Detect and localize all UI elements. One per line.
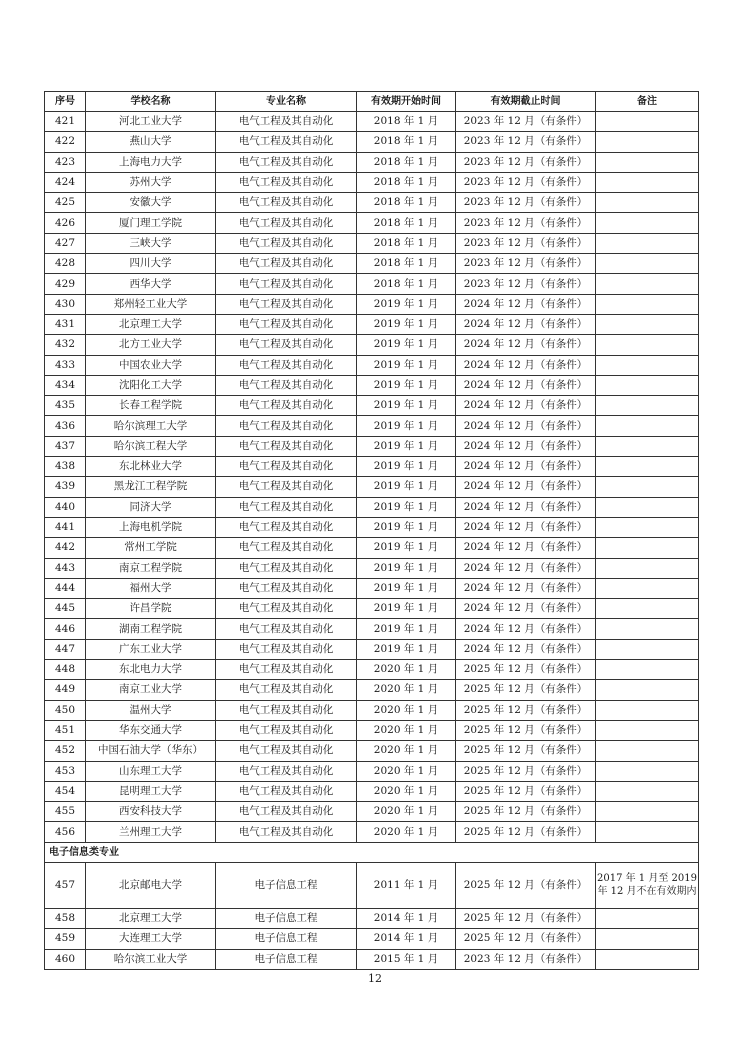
cell-school: 东北电力大学 xyxy=(86,660,216,680)
cell-note xyxy=(596,558,699,578)
cell-end: 2024 年 12 月（有条件） xyxy=(456,517,596,537)
cell-school: 北方工业大学 xyxy=(86,335,216,355)
table-row xyxy=(45,213,699,233)
cell-no: 446 xyxy=(45,619,86,639)
cell-end: 2024 年 12 月（有条件） xyxy=(456,558,596,578)
cell-end: 2025 年 12 月（有条件） xyxy=(456,908,596,928)
table-row xyxy=(45,497,699,517)
cell-no: 449 xyxy=(45,680,86,700)
cell-school: 厦门理工学院 xyxy=(86,213,216,233)
cell-no: 441 xyxy=(45,517,86,537)
cell-major: 电气工程及其自动化 xyxy=(216,355,357,375)
cell-end: 2024 年 12 月（有条件） xyxy=(456,477,596,497)
cell-end: 2024 年 12 月（有条件） xyxy=(456,497,596,517)
cell-no: 428 xyxy=(45,254,86,274)
cell-start: 2020 年 1 月 xyxy=(357,741,456,761)
cell-start: 2015 年 1 月 xyxy=(357,949,456,969)
cell-no: 436 xyxy=(45,416,86,436)
header-major: 专业名称 xyxy=(216,92,357,112)
cell-no: 453 xyxy=(45,761,86,781)
table-row xyxy=(45,355,699,375)
table-row xyxy=(45,822,699,842)
cell-major: 电气工程及其自动化 xyxy=(216,436,357,456)
table-row xyxy=(45,152,699,172)
cell-note xyxy=(596,619,699,639)
table-row xyxy=(45,112,699,132)
cell-note xyxy=(596,949,699,969)
cell-major: 电气工程及其自动化 xyxy=(216,822,357,842)
table-row xyxy=(45,294,699,314)
cell-note xyxy=(596,908,699,928)
table-row xyxy=(45,761,699,781)
cell-note xyxy=(596,517,699,537)
cell-end: 2025 年 12 月（有条件） xyxy=(456,741,596,761)
table-row xyxy=(45,908,699,928)
cell-note xyxy=(596,720,699,740)
cell-major: 电气工程及其自动化 xyxy=(216,457,357,477)
cell-note xyxy=(596,375,699,395)
cell-no: 455 xyxy=(45,802,86,822)
cell-major: 电气工程及其自动化 xyxy=(216,639,357,659)
cell-major: 电气工程及其自动化 xyxy=(216,578,357,598)
table-row xyxy=(45,558,699,578)
table-row xyxy=(45,680,699,700)
cell-school: 哈尔滨理工大学 xyxy=(86,416,216,436)
table-body xyxy=(45,112,699,843)
cell-start: 2019 年 1 月 xyxy=(357,619,456,639)
cell-major: 电气工程及其自动化 xyxy=(216,254,357,274)
table-row xyxy=(45,375,699,395)
table-row xyxy=(45,233,699,253)
cell-start: 2019 年 1 月 xyxy=(357,375,456,395)
cell-start: 2018 年 1 月 xyxy=(357,254,456,274)
cell-note xyxy=(596,314,699,334)
table-row xyxy=(45,578,699,598)
cell-no: 444 xyxy=(45,578,86,598)
cell-school: 河北工业大学 xyxy=(86,112,216,132)
cell-major: 电子信息工程 xyxy=(216,949,357,969)
cell-major: 电气工程及其自动化 xyxy=(216,172,357,192)
accreditation-table xyxy=(44,91,699,970)
header-school: 学校名称 xyxy=(86,92,216,112)
cell-major: 电气工程及其自动化 xyxy=(216,497,357,517)
cell-school: 兰州理工大学 xyxy=(86,822,216,842)
cell-no: 424 xyxy=(45,172,86,192)
table-row xyxy=(45,477,699,497)
cell-end: 2025 年 12 月（有条件） xyxy=(456,720,596,740)
cell-start: 2018 年 1 月 xyxy=(357,112,456,132)
cell-end: 2024 年 12 月（有条件） xyxy=(456,538,596,558)
cell-start: 2019 年 1 月 xyxy=(357,578,456,598)
cell-major: 电气工程及其自动化 xyxy=(216,700,357,720)
cell-major: 电子信息工程 xyxy=(216,908,357,928)
cell-major: 电子信息工程 xyxy=(216,929,357,949)
cell-note xyxy=(596,660,699,680)
cell-major: 电气工程及其自动化 xyxy=(216,477,357,497)
cell-start: 2020 年 1 月 xyxy=(357,802,456,822)
cell-school: 哈尔滨工业大学 xyxy=(86,949,216,969)
cell-end: 2023 年 12 月（有条件） xyxy=(456,213,596,233)
cell-note xyxy=(596,416,699,436)
cell-end: 2023 年 12 月（有条件） xyxy=(456,152,596,172)
cell-note xyxy=(596,538,699,558)
table-row xyxy=(45,396,699,416)
cell-major: 电气工程及其自动化 xyxy=(216,517,357,537)
cell-note xyxy=(596,741,699,761)
cell-no: 425 xyxy=(45,193,86,213)
table-row xyxy=(45,599,699,619)
cell-start: 2019 年 1 月 xyxy=(357,477,456,497)
cell-school: 许昌学院 xyxy=(86,599,216,619)
cell-no: 432 xyxy=(45,335,86,355)
page-number: 12 xyxy=(368,972,382,985)
cell-end: 2024 年 12 月（有条件） xyxy=(456,294,596,314)
cell-school: 上海电力大学 xyxy=(86,152,216,172)
cell-school: 三峡大学 xyxy=(86,233,216,253)
cell-end: 2024 年 12 月（有条件） xyxy=(456,457,596,477)
cell-note xyxy=(596,396,699,416)
cell-school: 福州大学 xyxy=(86,578,216,598)
cell-end: 2025 年 12 月（有条件） xyxy=(456,700,596,720)
cell-note xyxy=(596,497,699,517)
cell-start: 2020 年 1 月 xyxy=(357,700,456,720)
table-row xyxy=(45,741,699,761)
cell-no: 457 xyxy=(45,862,86,908)
cell-start: 2020 年 1 月 xyxy=(357,822,456,842)
cell-no: 422 xyxy=(45,132,86,152)
cell-end: 2024 年 12 月（有条件） xyxy=(456,639,596,659)
cell-end: 2025 年 12 月（有条件） xyxy=(456,802,596,822)
header-start: 有效期开始时间 xyxy=(357,92,456,112)
cell-end: 2025 年 12 月（有条件） xyxy=(456,680,596,700)
cell-end: 2024 年 12 月（有条件） xyxy=(456,599,596,619)
cell-no: 456 xyxy=(45,822,86,842)
cell-end: 2024 年 12 月（有条件） xyxy=(456,619,596,639)
cell-school: 湖南工程学院 xyxy=(86,619,216,639)
table-row xyxy=(45,639,699,659)
cell-school: 郑州轻工业大学 xyxy=(86,294,216,314)
cell-school: 同济大学 xyxy=(86,497,216,517)
cell-note xyxy=(596,761,699,781)
cell-school: 燕山大学 xyxy=(86,132,216,152)
cell-major: 电气工程及其自动化 xyxy=(216,335,357,355)
cell-school: 安徽大学 xyxy=(86,193,216,213)
cell-school: 温州大学 xyxy=(86,700,216,720)
cell-school: 常州工学院 xyxy=(86,538,216,558)
cell-end: 2023 年 12 月（有条件） xyxy=(456,132,596,152)
cell-note xyxy=(596,477,699,497)
cell-school: 大连理工大学 xyxy=(86,929,216,949)
cell-note: 2017 年 1 月至 2019 年 12 月不在有效期内 xyxy=(596,862,699,908)
cell-no: 447 xyxy=(45,639,86,659)
cell-start: 2019 年 1 月 xyxy=(357,355,456,375)
cell-no: 429 xyxy=(45,274,86,294)
cell-end: 2024 年 12 月（有条件） xyxy=(456,396,596,416)
table-row xyxy=(45,416,699,436)
cell-end: 2024 年 12 月（有条件） xyxy=(456,335,596,355)
cell-major: 电子信息工程 xyxy=(216,862,357,908)
cell-major: 电气工程及其自动化 xyxy=(216,314,357,334)
cell-major: 电气工程及其自动化 xyxy=(216,132,357,152)
cell-major: 电气工程及其自动化 xyxy=(216,802,357,822)
cell-note xyxy=(596,193,699,213)
cell-major: 电气工程及其自动化 xyxy=(216,558,357,578)
cell-start: 2019 年 1 月 xyxy=(357,294,456,314)
cell-end: 2024 年 12 月（有条件） xyxy=(456,578,596,598)
cell-no: 437 xyxy=(45,436,86,456)
cell-no: 427 xyxy=(45,233,86,253)
cell-major: 电气工程及其自动化 xyxy=(216,274,357,294)
cell-major: 电气工程及其自动化 xyxy=(216,294,357,314)
cell-start: 2019 年 1 月 xyxy=(357,497,456,517)
cell-no: 426 xyxy=(45,213,86,233)
table-row xyxy=(45,619,699,639)
cell-school: 昆明理工大学 xyxy=(86,781,216,801)
cell-no: 423 xyxy=(45,152,86,172)
cell-start: 2018 年 1 月 xyxy=(357,274,456,294)
table-row xyxy=(45,314,699,334)
cell-school: 西安科技大学 xyxy=(86,802,216,822)
cell-major: 电气工程及其自动化 xyxy=(216,599,357,619)
cell-note xyxy=(596,457,699,477)
cell-note xyxy=(596,233,699,253)
table-row xyxy=(45,949,699,969)
cell-major: 电气工程及其自动化 xyxy=(216,416,357,436)
cell-school: 四川大学 xyxy=(86,254,216,274)
cell-start: 2018 年 1 月 xyxy=(357,172,456,192)
cell-start: 2018 年 1 月 xyxy=(357,132,456,152)
cell-major: 电气工程及其自动化 xyxy=(216,396,357,416)
table-row xyxy=(45,132,699,152)
cell-end: 2023 年 12 月（有条件） xyxy=(456,193,596,213)
cell-no: 451 xyxy=(45,720,86,740)
cell-major: 电气工程及其自动化 xyxy=(216,112,357,132)
cell-no: 443 xyxy=(45,558,86,578)
cell-no: 435 xyxy=(45,396,86,416)
cell-note xyxy=(596,335,699,355)
cell-no: 445 xyxy=(45,599,86,619)
cell-start: 2018 年 1 月 xyxy=(357,233,456,253)
cell-start: 2019 年 1 月 xyxy=(357,517,456,537)
cell-school: 苏州大学 xyxy=(86,172,216,192)
table-row xyxy=(45,193,699,213)
cell-start: 2020 年 1 月 xyxy=(357,761,456,781)
cell-start: 2020 年 1 月 xyxy=(357,781,456,801)
cell-end: 2025 年 12 月（有条件） xyxy=(456,660,596,680)
table-row xyxy=(45,457,699,477)
cell-note xyxy=(596,700,699,720)
cell-start: 2018 年 1 月 xyxy=(357,152,456,172)
cell-start: 2019 年 1 月 xyxy=(357,558,456,578)
cell-major: 电气工程及其自动化 xyxy=(216,741,357,761)
cell-start: 2019 年 1 月 xyxy=(357,457,456,477)
cell-note xyxy=(596,213,699,233)
cell-major: 电气工程及其自动化 xyxy=(216,720,357,740)
cell-end: 2025 年 12 月（有条件） xyxy=(456,862,596,908)
cell-major: 电气工程及其自动化 xyxy=(216,660,357,680)
cell-note xyxy=(596,781,699,801)
cell-school: 北京理工大学 xyxy=(86,908,216,928)
cell-start: 2019 年 1 月 xyxy=(357,639,456,659)
cell-note xyxy=(596,929,699,949)
header-no: 序号 xyxy=(45,92,86,112)
cell-no: 421 xyxy=(45,112,86,132)
cell-school: 中国石油大学（华东） xyxy=(86,741,216,761)
cell-note xyxy=(596,172,699,192)
cell-start: 2014 年 1 月 xyxy=(357,929,456,949)
cell-school: 哈尔滨工程大学 xyxy=(86,436,216,456)
cell-start: 2019 年 1 月 xyxy=(357,436,456,456)
cell-major: 电气工程及其自动化 xyxy=(216,781,357,801)
cell-start: 2014 年 1 月 xyxy=(357,908,456,928)
cell-start: 2020 年 1 月 xyxy=(357,720,456,740)
cell-no: 433 xyxy=(45,355,86,375)
section-body xyxy=(45,862,699,969)
cell-end: 2024 年 12 月（有条件） xyxy=(456,416,596,436)
cell-end: 2023 年 12 月（有条件） xyxy=(456,274,596,294)
section-title: 电子信息类专业 xyxy=(45,842,699,862)
cell-start: 2019 年 1 月 xyxy=(357,396,456,416)
cell-start: 2011 年 1 月 xyxy=(357,862,456,908)
cell-no: 450 xyxy=(45,700,86,720)
cell-start: 2020 年 1 月 xyxy=(357,680,456,700)
cell-note xyxy=(596,436,699,456)
table-row xyxy=(45,517,699,537)
table-row xyxy=(45,862,699,908)
cell-end: 2023 年 12 月（有条件） xyxy=(456,112,596,132)
cell-note xyxy=(596,112,699,132)
cell-major: 电气工程及其自动化 xyxy=(216,375,357,395)
table-header-row xyxy=(45,92,699,112)
cell-note xyxy=(596,132,699,152)
cell-note xyxy=(596,802,699,822)
table-row xyxy=(45,802,699,822)
cell-end: 2023 年 12 月（有条件） xyxy=(456,949,596,969)
table-row xyxy=(45,929,699,949)
cell-no: 458 xyxy=(45,908,86,928)
cell-school: 沈阳化工大学 xyxy=(86,375,216,395)
cell-school: 南京工业大学 xyxy=(86,680,216,700)
cell-note xyxy=(596,254,699,274)
cell-school: 北京理工大学 xyxy=(86,314,216,334)
table-row xyxy=(45,538,699,558)
cell-end: 2023 年 12 月（有条件） xyxy=(456,172,596,192)
cell-end: 2023 年 12 月（有条件） xyxy=(456,233,596,253)
cell-major: 电气工程及其自动化 xyxy=(216,538,357,558)
cell-school: 长春工程学院 xyxy=(86,396,216,416)
cell-note xyxy=(596,599,699,619)
cell-school: 上海电机学院 xyxy=(86,517,216,537)
cell-major: 电气工程及其自动化 xyxy=(216,193,357,213)
cell-start: 2019 年 1 月 xyxy=(357,416,456,436)
cell-end: 2025 年 12 月（有条件） xyxy=(456,761,596,781)
table-row xyxy=(45,436,699,456)
cell-school: 广东工业大学 xyxy=(86,639,216,659)
header-note: 备注 xyxy=(596,92,699,112)
cell-start: 2018 年 1 月 xyxy=(357,213,456,233)
cell-end: 2025 年 12 月（有条件） xyxy=(456,781,596,801)
cell-major: 电气工程及其自动化 xyxy=(216,213,357,233)
cell-note xyxy=(596,822,699,842)
table-row xyxy=(45,660,699,680)
table-row xyxy=(45,335,699,355)
table-row xyxy=(45,172,699,192)
cell-start: 2019 年 1 月 xyxy=(357,335,456,355)
cell-school: 北京邮电大学 xyxy=(86,862,216,908)
cell-start: 2019 年 1 月 xyxy=(357,314,456,334)
cell-major: 电气工程及其自动化 xyxy=(216,680,357,700)
section-row xyxy=(45,842,699,862)
table-row xyxy=(45,274,699,294)
cell-end: 2025 年 12 月（有条件） xyxy=(456,929,596,949)
cell-end: 2023 年 12 月（有条件） xyxy=(456,254,596,274)
cell-no: 440 xyxy=(45,497,86,517)
table-row xyxy=(45,781,699,801)
header-end: 有效期截止时间 xyxy=(456,92,596,112)
cell-school: 中国农业大学 xyxy=(86,355,216,375)
cell-school: 西华大学 xyxy=(86,274,216,294)
cell-no: 460 xyxy=(45,949,86,969)
cell-major: 电气工程及其自动化 xyxy=(216,152,357,172)
cell-note xyxy=(596,294,699,314)
table-row xyxy=(45,720,699,740)
cell-no: 439 xyxy=(45,477,86,497)
cell-end: 2024 年 12 月（有条件） xyxy=(456,375,596,395)
cell-no: 452 xyxy=(45,741,86,761)
cell-note xyxy=(596,639,699,659)
cell-school: 南京工程学院 xyxy=(86,558,216,578)
cell-school: 山东理工大学 xyxy=(86,761,216,781)
cell-no: 430 xyxy=(45,294,86,314)
cell-school: 东北林业大学 xyxy=(86,457,216,477)
cell-school: 黑龙江工程学院 xyxy=(86,477,216,497)
cell-school: 华东交通大学 xyxy=(86,720,216,740)
cell-no: 438 xyxy=(45,457,86,477)
cell-no: 442 xyxy=(45,538,86,558)
cell-major: 电气工程及其自动化 xyxy=(216,761,357,781)
cell-note xyxy=(596,274,699,294)
cell-note xyxy=(596,152,699,172)
cell-end: 2024 年 12 月（有条件） xyxy=(456,314,596,334)
cell-start: 2019 年 1 月 xyxy=(357,599,456,619)
section-header xyxy=(45,842,699,862)
cell-start: 2018 年 1 月 xyxy=(357,193,456,213)
cell-start: 2020 年 1 月 xyxy=(357,660,456,680)
cell-major: 电气工程及其自动化 xyxy=(216,233,357,253)
cell-no: 431 xyxy=(45,314,86,334)
table-row xyxy=(45,700,699,720)
cell-no: 459 xyxy=(45,929,86,949)
cell-end: 2024 年 12 月（有条件） xyxy=(456,355,596,375)
cell-end: 2025 年 12 月（有条件） xyxy=(456,822,596,842)
cell-major: 电气工程及其自动化 xyxy=(216,619,357,639)
cell-note xyxy=(596,578,699,598)
cell-start: 2019 年 1 月 xyxy=(357,538,456,558)
cell-no: 448 xyxy=(45,660,86,680)
cell-no: 434 xyxy=(45,375,86,395)
cell-end: 2024 年 12 月（有条件） xyxy=(456,436,596,456)
cell-note xyxy=(596,355,699,375)
cell-no: 454 xyxy=(45,781,86,801)
cell-note xyxy=(596,680,699,700)
table-row xyxy=(45,254,699,274)
